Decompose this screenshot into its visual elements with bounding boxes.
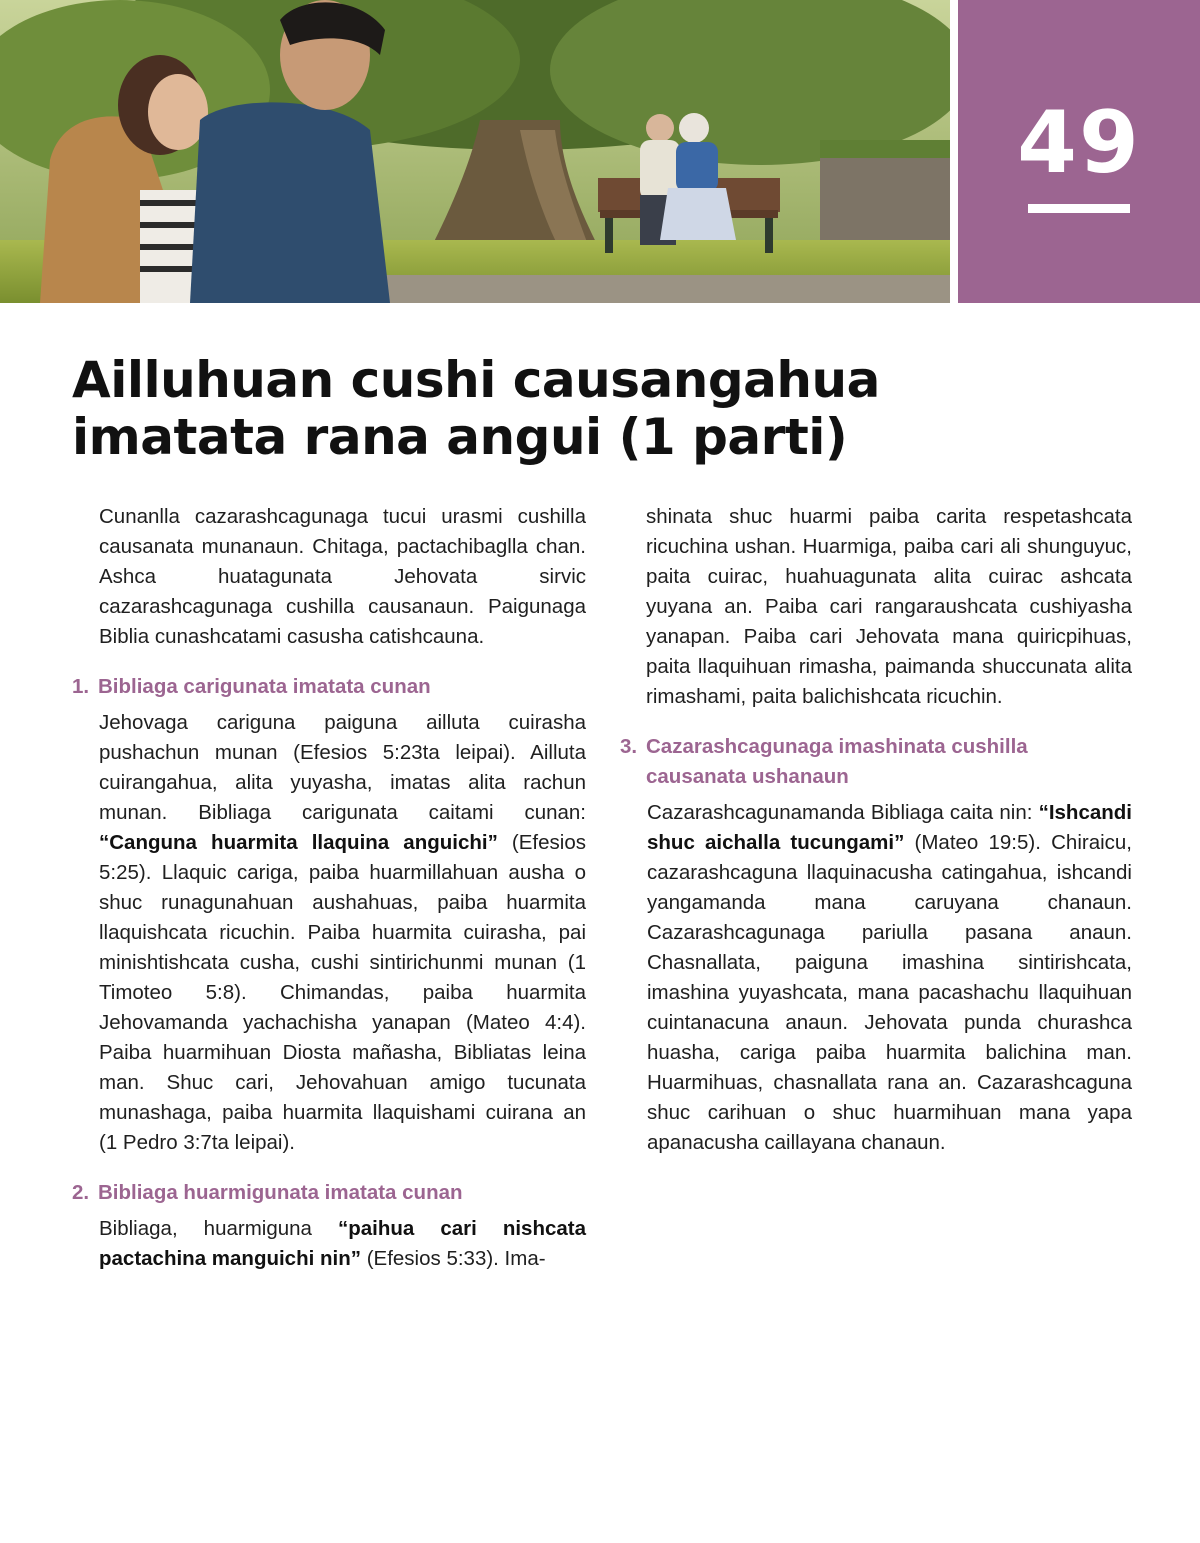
section-3-title: Cazarashcagunaga imashinata cushilla causanata ushanaun xyxy=(646,735,1028,788)
left-column xyxy=(72,502,586,1274)
section-1-number: 1. xyxy=(72,675,90,698)
page-title xyxy=(72,352,972,466)
section-2-title: Bibliaga huarmigunata imatata cunan xyxy=(98,1181,463,1204)
section-2-paragraph-cont: shinata shuc huarmi paiba carita respetashcata ricuchina ushan. Huarmiga, paiba cari ali shunguyuc, paita cuirac, huahuagunata alita cuirac ashcata yuyana an. Paiba cari rangaraushcata cushiyasha yanapan. Paiba cari Jehovata mana quiricpihuas, paita llaquihuan rimasha, paimanda shuccunata alita rimashami, paita balichishcata ricuchin. xyxy=(646,505,1132,708)
right-column xyxy=(620,502,1132,1158)
section-2-number: 2. xyxy=(72,1181,90,1204)
intro-paragraph: Cunanlla cazarashcagunaga tucui urasmi cushilla causanata munanaun. Chitaga, pactachibaglla chan. Ashca huatagunata Jehovata sirvic cazarashcagunaga cushilla causanaun. Paigunaga Biblia cunashcatami casusha catishcauna. xyxy=(99,505,586,648)
section-1-heading xyxy=(72,672,586,702)
title-line-1: Ailluhuan cushi causangahua xyxy=(72,351,880,409)
chapter-number: 49 xyxy=(1017,93,1141,193)
section-3-heading xyxy=(620,732,1132,792)
section-2-paragraph-start xyxy=(99,1214,586,1274)
section-2-heading xyxy=(72,1178,586,1208)
section-1-text-b: (Efesios 5:25). Llaquic cariga, paiba huarmillahuan ausha o shuc runagunahuan aushahuas, paiba huarmita llaquishcata ricuchin. Paiba huarmita cuirasha, pai minishtishcata cusha, cushi sintirichunmi munan (1 Timoteo 5:8). Chimandas, paiba huarmita Jehovamanda yachachisha yanapan (Mateo 4:4). Paiba huarmihuan Diosta mañasha, Bibliatas leina man. Shuc cari, Jehovahuan amigo tucunata munashaga, paiba huarmita llaquishami cuirana an (1 Pedro 3:7ta leipai). xyxy=(99,831,586,1154)
section-2-quote: “paihua cari nishcata pactachina manguichi nin” xyxy=(99,1217,586,1270)
section-3-paragraph xyxy=(647,798,1132,1158)
section-3-number: 3. xyxy=(620,735,638,758)
section-2-text-a: Bibliaga, huarmiguna xyxy=(99,1217,338,1240)
chapter-underline xyxy=(1028,204,1130,213)
section-1-title: Bibliaga carigunata imatata cunan xyxy=(98,675,431,698)
section-3-text-a: Cazarashcagunamanda Bibliaga caita nin: xyxy=(647,801,1039,824)
section-1-paragraph xyxy=(99,708,586,1158)
section-3-text-b: (Mateo 19:5). Chiraicu, cazarashcaguna llaquinacusha catingahua, ishcandi yangamanda mana caruyana chanaun. Cazarashcagunaga pariulla pasana anaun. Chasnallata, paiguna imashina sintirishcata, imashina yuyashcata, mana pacashachu llaquihuan cuintanacuna anaun. Jehovata punda churashca huasha, cariga paiba huarmita balichina man. Huarmihuas, chasnallata rana an. Cazarashcaguna shuc carihuan o shuc huarmihuan mana yapa apanacusha caillayana chanaun. xyxy=(647,831,1132,1154)
section-3-quote: “Ishcandi shuc aichalla tucungami” xyxy=(647,801,1132,854)
section-2-text-b-part1: (Efesios 5:33). Ima- xyxy=(361,1247,546,1270)
chapter-badge xyxy=(958,0,1200,303)
title-line-2: imatata rana angui (1 parti) xyxy=(72,408,848,466)
section-1-text-a: Jehovaga cariguna paiguna ailluta cuirasha pushachun munan (Efesios 5:23ta leipai). Ailluta cuirangahua, alita yuyasha, imatas alita rachun munan. Bibliaga carigunata caitami cunan: xyxy=(99,711,586,824)
park-couples-illustration xyxy=(0,0,950,303)
section-1-quote: “Canguna huarmita llaquina anguichi” xyxy=(99,831,498,854)
hero-photo xyxy=(0,0,950,303)
